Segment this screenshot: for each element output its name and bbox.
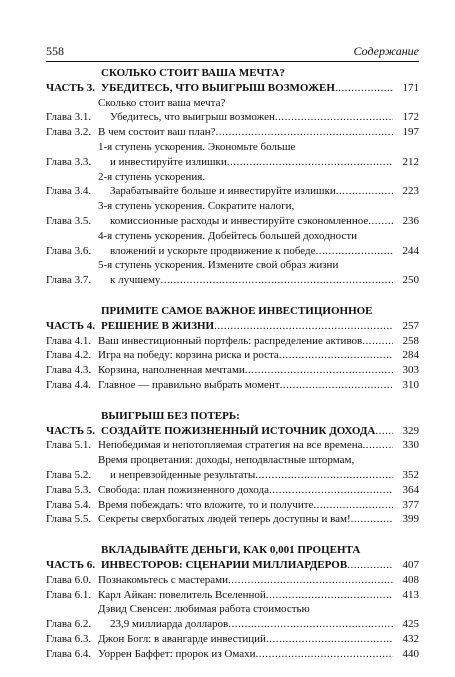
- chapter-label: Глава 4.2.: [46, 349, 92, 362]
- chapter-title: [98, 334, 419, 349]
- toc-part: [46, 304, 419, 393]
- chapter-title: [98, 140, 419, 170]
- dot-leader: [351, 512, 393, 527]
- chapter-title-line: [98, 214, 419, 229]
- chapter-title-line: [98, 184, 419, 199]
- chapter-entry: [46, 453, 419, 483]
- chapter-title-line: [98, 348, 419, 363]
- chapter-title-line: [98, 363, 419, 378]
- dot-leader: [362, 438, 393, 453]
- part-title: [101, 543, 419, 573]
- dot-leader: [375, 424, 393, 439]
- dot-leader: [245, 363, 393, 378]
- chapter-title-text: Игра на победу: корзина риска и роста: [98, 349, 279, 362]
- chapter-page-number: 303: [402, 364, 419, 377]
- chapter-title: [98, 258, 419, 288]
- chapter-page-number: 197: [402, 126, 419, 139]
- chapter-page-number: 432: [402, 632, 419, 645]
- toc-part: [46, 66, 419, 288]
- chapter-entry: [46, 125, 419, 140]
- chapter-page-number: 172: [402, 111, 419, 124]
- page-number: 558: [46, 44, 64, 58]
- chapter-title-line: [98, 588, 419, 603]
- chapter-page-number: 408: [402, 573, 419, 586]
- chapter-label: Глава 3.3.: [46, 155, 92, 168]
- part-page-number: 257: [402, 319, 419, 332]
- chapter-label: Глава 6.4.: [46, 647, 92, 660]
- chapter-title-line: [98, 617, 419, 632]
- chapter-title-line: [98, 244, 419, 259]
- dot-leader: [228, 573, 393, 588]
- chapter-title-text: комиссионные расходы и инвестируйте сэкономленное: [110, 214, 369, 227]
- part-title: [101, 304, 419, 334]
- chapter-title-line: [98, 498, 419, 513]
- chapter-page-number: 244: [402, 244, 419, 257]
- dot-leader: [255, 468, 393, 483]
- dot-leader: [316, 244, 394, 259]
- chapter-title-line: [98, 483, 419, 498]
- chapter-page-number: 440: [402, 647, 419, 660]
- chapter-title: [98, 229, 419, 259]
- part-page-number: 171: [402, 81, 419, 94]
- chapter-entry: [46, 140, 419, 170]
- chapter-title: [98, 573, 419, 588]
- chapter-title: [98, 498, 419, 513]
- chapter-title-line: Сколько стоит ваша мечта?: [98, 96, 226, 109]
- chapter-title-text: Зарабатывайте больше и инвестируйте излишки: [110, 185, 336, 198]
- chapter-page-number: 352: [402, 468, 419, 481]
- chapter-page-number: 258: [402, 334, 419, 347]
- dot-leader: [313, 498, 393, 513]
- chapter-entry: [46, 438, 419, 453]
- part-title-line: СКОЛЬКО СТОИТ ВАША МЕЧТА?: [101, 67, 285, 79]
- chapter-entry: [46, 170, 419, 200]
- chapter-label: Глава 3.6.: [46, 244, 92, 257]
- toc-part: [46, 409, 419, 527]
- table-of-contents: [46, 66, 419, 677]
- chapter-label: Глава 3.2.: [46, 126, 92, 139]
- chapter-title-text: Познакомьтесь с мастерами: [98, 573, 229, 586]
- part-heading: [46, 409, 419, 439]
- chapter-title-line: [98, 647, 419, 662]
- chapter-entry: [46, 199, 419, 229]
- chapter-title-line: [98, 334, 419, 349]
- dot-leader: [335, 81, 393, 96]
- part-title-line: ПРИМИТЕ САМОЕ ВАЖНОЕ ИНВЕСТИЦИОННОЕ: [101, 304, 373, 317]
- part-label: ЧАСТЬ 3.: [46, 81, 96, 94]
- part-label: ЧАСТЬ 5.: [46, 424, 96, 437]
- dot-leader: [269, 483, 393, 498]
- dot-leader: [275, 110, 393, 125]
- part-label: ЧАСТЬ 4.: [46, 319, 96, 332]
- dot-leader: [336, 184, 393, 199]
- dot-leader: [256, 647, 393, 662]
- part-heading: [46, 304, 419, 334]
- chapter-entry: [46, 602, 419, 632]
- chapter-label: Глава 5.3.: [46, 483, 92, 496]
- chapter-title: [98, 453, 419, 483]
- chapter-entry: [46, 632, 419, 647]
- part-title-line: [101, 319, 419, 334]
- chapter-title-text: Свобода: план пожизненного дохода: [98, 483, 269, 496]
- chapter-title-line: 4-я ступень ускорения. Добейтесь большей доходности: [98, 229, 358, 242]
- chapter-title-text: Джон Богл: в авангарде инвестиций: [98, 632, 266, 645]
- dot-leader: [362, 334, 393, 349]
- part-title-line: [101, 424, 419, 439]
- chapter-title: [98, 96, 419, 126]
- part-title-text: УБЕДИТЕСЬ, ЧТО ВЫИГРЫШ ВОЗМОЖЕН: [101, 81, 335, 94]
- chapter-title-line: 1-я ступень ускорения. Экономьте больше: [98, 140, 296, 153]
- chapter-entry: [46, 334, 419, 349]
- chapter-title: [98, 125, 419, 140]
- chapter-label: Глава 4.3.: [46, 364, 92, 377]
- chapter-label: Глава 3.5.: [46, 214, 92, 227]
- chapter-title-line: 2-я ступень ускорения.: [98, 170, 206, 183]
- chapter-title-text: Уоррен Баффет: пророк из Омахи: [98, 647, 256, 660]
- chapter-page-number: 330: [402, 439, 419, 452]
- dot-leader: [216, 125, 393, 140]
- chapter-entry: [46, 96, 419, 126]
- chapter-title: [98, 199, 419, 229]
- chapter-label: Глава 5.4.: [46, 498, 92, 511]
- chapter-title-text: вложений и ускорьте продвижение к победе: [110, 244, 316, 257]
- chapter-label: Глава 5.2.: [46, 468, 92, 481]
- part-page-number: 329: [402, 424, 419, 437]
- chapter-title-line: 5-я ступень ускорения. Измените свой образ жизни: [98, 259, 339, 272]
- chapter-title-line: [98, 632, 419, 647]
- chapter-page-number: 250: [402, 274, 419, 287]
- chapter-page-number: 425: [402, 618, 419, 631]
- chapter-label: Глава 3.1.: [46, 111, 92, 124]
- dot-leader: [368, 214, 393, 229]
- chapter-entry: [46, 573, 419, 588]
- chapter-title: [98, 348, 419, 363]
- chapter-title: [98, 512, 419, 527]
- section-title: Содержание: [353, 44, 419, 58]
- chapter-title-text: В чем состоит ваш план?: [98, 126, 216, 139]
- part-title: [101, 409, 419, 439]
- chapter-title: [98, 378, 419, 393]
- dot-leader: [266, 632, 393, 647]
- chapter-title-text: и непревзойденные результаты: [110, 468, 256, 481]
- chapter-title-text: 23,9 миллиарда долларов: [110, 618, 229, 631]
- chapter-title-line: [98, 155, 419, 170]
- chapter-title: [98, 588, 419, 603]
- part-title-line: [101, 558, 419, 573]
- chapter-title: [98, 363, 419, 378]
- chapter-title-line: [98, 273, 419, 288]
- chapter-page-number: 310: [402, 378, 419, 391]
- chapter-title: [98, 438, 419, 453]
- chapter-entry: [46, 483, 419, 498]
- chapter-title: [98, 170, 419, 200]
- chapter-title-text: Карл Айкан: повелитель Вселенной: [98, 588, 266, 601]
- part-heading: [46, 66, 419, 96]
- chapter-entry: [46, 378, 419, 393]
- chapter-title-text: Секреты сверхбогатых людей теперь доступны и вам!: [98, 513, 351, 526]
- chapter-page-number: 212: [402, 155, 419, 168]
- part-title-line: ВЫИГРЫШ БЕЗ ПОТЕРЬ:: [101, 409, 240, 422]
- chapter-title: [98, 632, 419, 647]
- dot-leader: [347, 558, 393, 573]
- chapter-page-number: 223: [402, 185, 419, 198]
- dot-leader: [266, 588, 393, 603]
- chapter-title-text: и инвестируйте излишки: [110, 155, 227, 168]
- chapter-title-line: [98, 573, 419, 588]
- chapter-title-line: Время процветания: доходы, неподвластные штормам,: [98, 454, 355, 467]
- dot-leader: [160, 273, 393, 288]
- chapter-entry: [46, 348, 419, 363]
- part-title-line: [101, 81, 419, 96]
- chapter-title-line: [98, 378, 419, 393]
- chapter-title-line: [98, 125, 419, 140]
- chapter-title-text: к лучшему: [110, 274, 161, 287]
- chapter-entry: [46, 229, 419, 259]
- chapter-page-number: 377: [402, 498, 419, 511]
- chapter-entry: [46, 588, 419, 603]
- chapter-label: Глава 6.3.: [46, 632, 92, 645]
- dot-leader: [228, 617, 393, 632]
- dot-leader: [280, 378, 393, 393]
- chapter-page-number: 284: [402, 349, 419, 362]
- chapter-label: Глава 6.2.: [46, 618, 92, 631]
- dot-leader: [279, 348, 393, 363]
- part-page-number: 407: [402, 558, 419, 571]
- chapter-title-text: Главное — правильно выбрать момент: [98, 378, 280, 391]
- chapter-entry: [46, 363, 419, 378]
- chapter-title-text: Корзина, наполненная мечтами: [98, 364, 245, 377]
- chapter-page-number: 413: [402, 588, 419, 601]
- chapter-label: Глава 4.1.: [46, 334, 92, 347]
- dot-leader: [227, 155, 393, 170]
- chapter-title: [98, 647, 419, 662]
- part-title-text: СОЗДАЙТЕ ПОЖИЗНЕННЫЙ ИСТОЧНИК ДОХОДА: [101, 424, 376, 437]
- chapter-title-text: Ваш инвестиционный портфель: распределение активов: [98, 334, 363, 347]
- chapter-label: Глава 5.1.: [46, 439, 92, 452]
- chapter-title-line: [98, 512, 419, 527]
- chapter-label: Глава 4.4.: [46, 378, 92, 391]
- chapter-title-text: Убедитесь, что выигрыш возможен: [110, 111, 275, 124]
- chapter-title: [98, 602, 419, 632]
- part-title: [101, 66, 419, 96]
- part-title-line: ВКЛАДЫВАЙТЕ ДЕНЬГИ, КАК 0,001 ПРОЦЕНТА: [101, 544, 361, 557]
- chapter-page-number: 236: [402, 214, 419, 227]
- chapter-label: Глава 5.5.: [46, 513, 92, 526]
- chapter-title: [98, 483, 419, 498]
- chapter-entry: [46, 498, 419, 513]
- header-rule: [46, 61, 419, 62]
- chapter-entry: [46, 647, 419, 662]
- chapter-label: Глава 3.4.: [46, 185, 92, 198]
- chapter-entry: [46, 258, 419, 288]
- part-heading: [46, 543, 419, 573]
- chapter-title-line: 3-я ступень ускорения. Сократите налоги,: [98, 200, 295, 213]
- dot-leader: [214, 319, 393, 334]
- part-label: ЧАСТЬ 6.: [46, 558, 96, 571]
- chapter-title-text: Непобедимая и непотопляемая стратегия на все времена: [98, 439, 363, 452]
- chapter-title-line: [98, 438, 419, 453]
- chapter-page-number: 399: [402, 513, 419, 526]
- chapter-title-line: [98, 468, 419, 483]
- chapter-title-line: Дэвид Свенсен: любимая работа стоимостью: [98, 603, 310, 616]
- toc-part: [46, 543, 419, 661]
- chapter-label: Глава 6.1.: [46, 588, 92, 601]
- chapter-label: Глава 6.0.: [46, 573, 92, 586]
- chapter-title-line: [98, 110, 419, 125]
- chapter-label: Глава 3.7.: [46, 274, 92, 287]
- chapter-title-text: Время побеждать: что вложите, то и получите: [98, 498, 314, 511]
- chapter-page-number: 364: [402, 483, 419, 496]
- part-title-text: РЕШЕНИЕ В ЖИЗНИ: [101, 319, 215, 332]
- page-header: [46, 44, 419, 59]
- part-title-text: ИНВЕСТОРОВ: СЦЕНАРИИ МИЛЛИАРДЕРОВ: [101, 558, 348, 571]
- chapter-entry: [46, 512, 419, 527]
